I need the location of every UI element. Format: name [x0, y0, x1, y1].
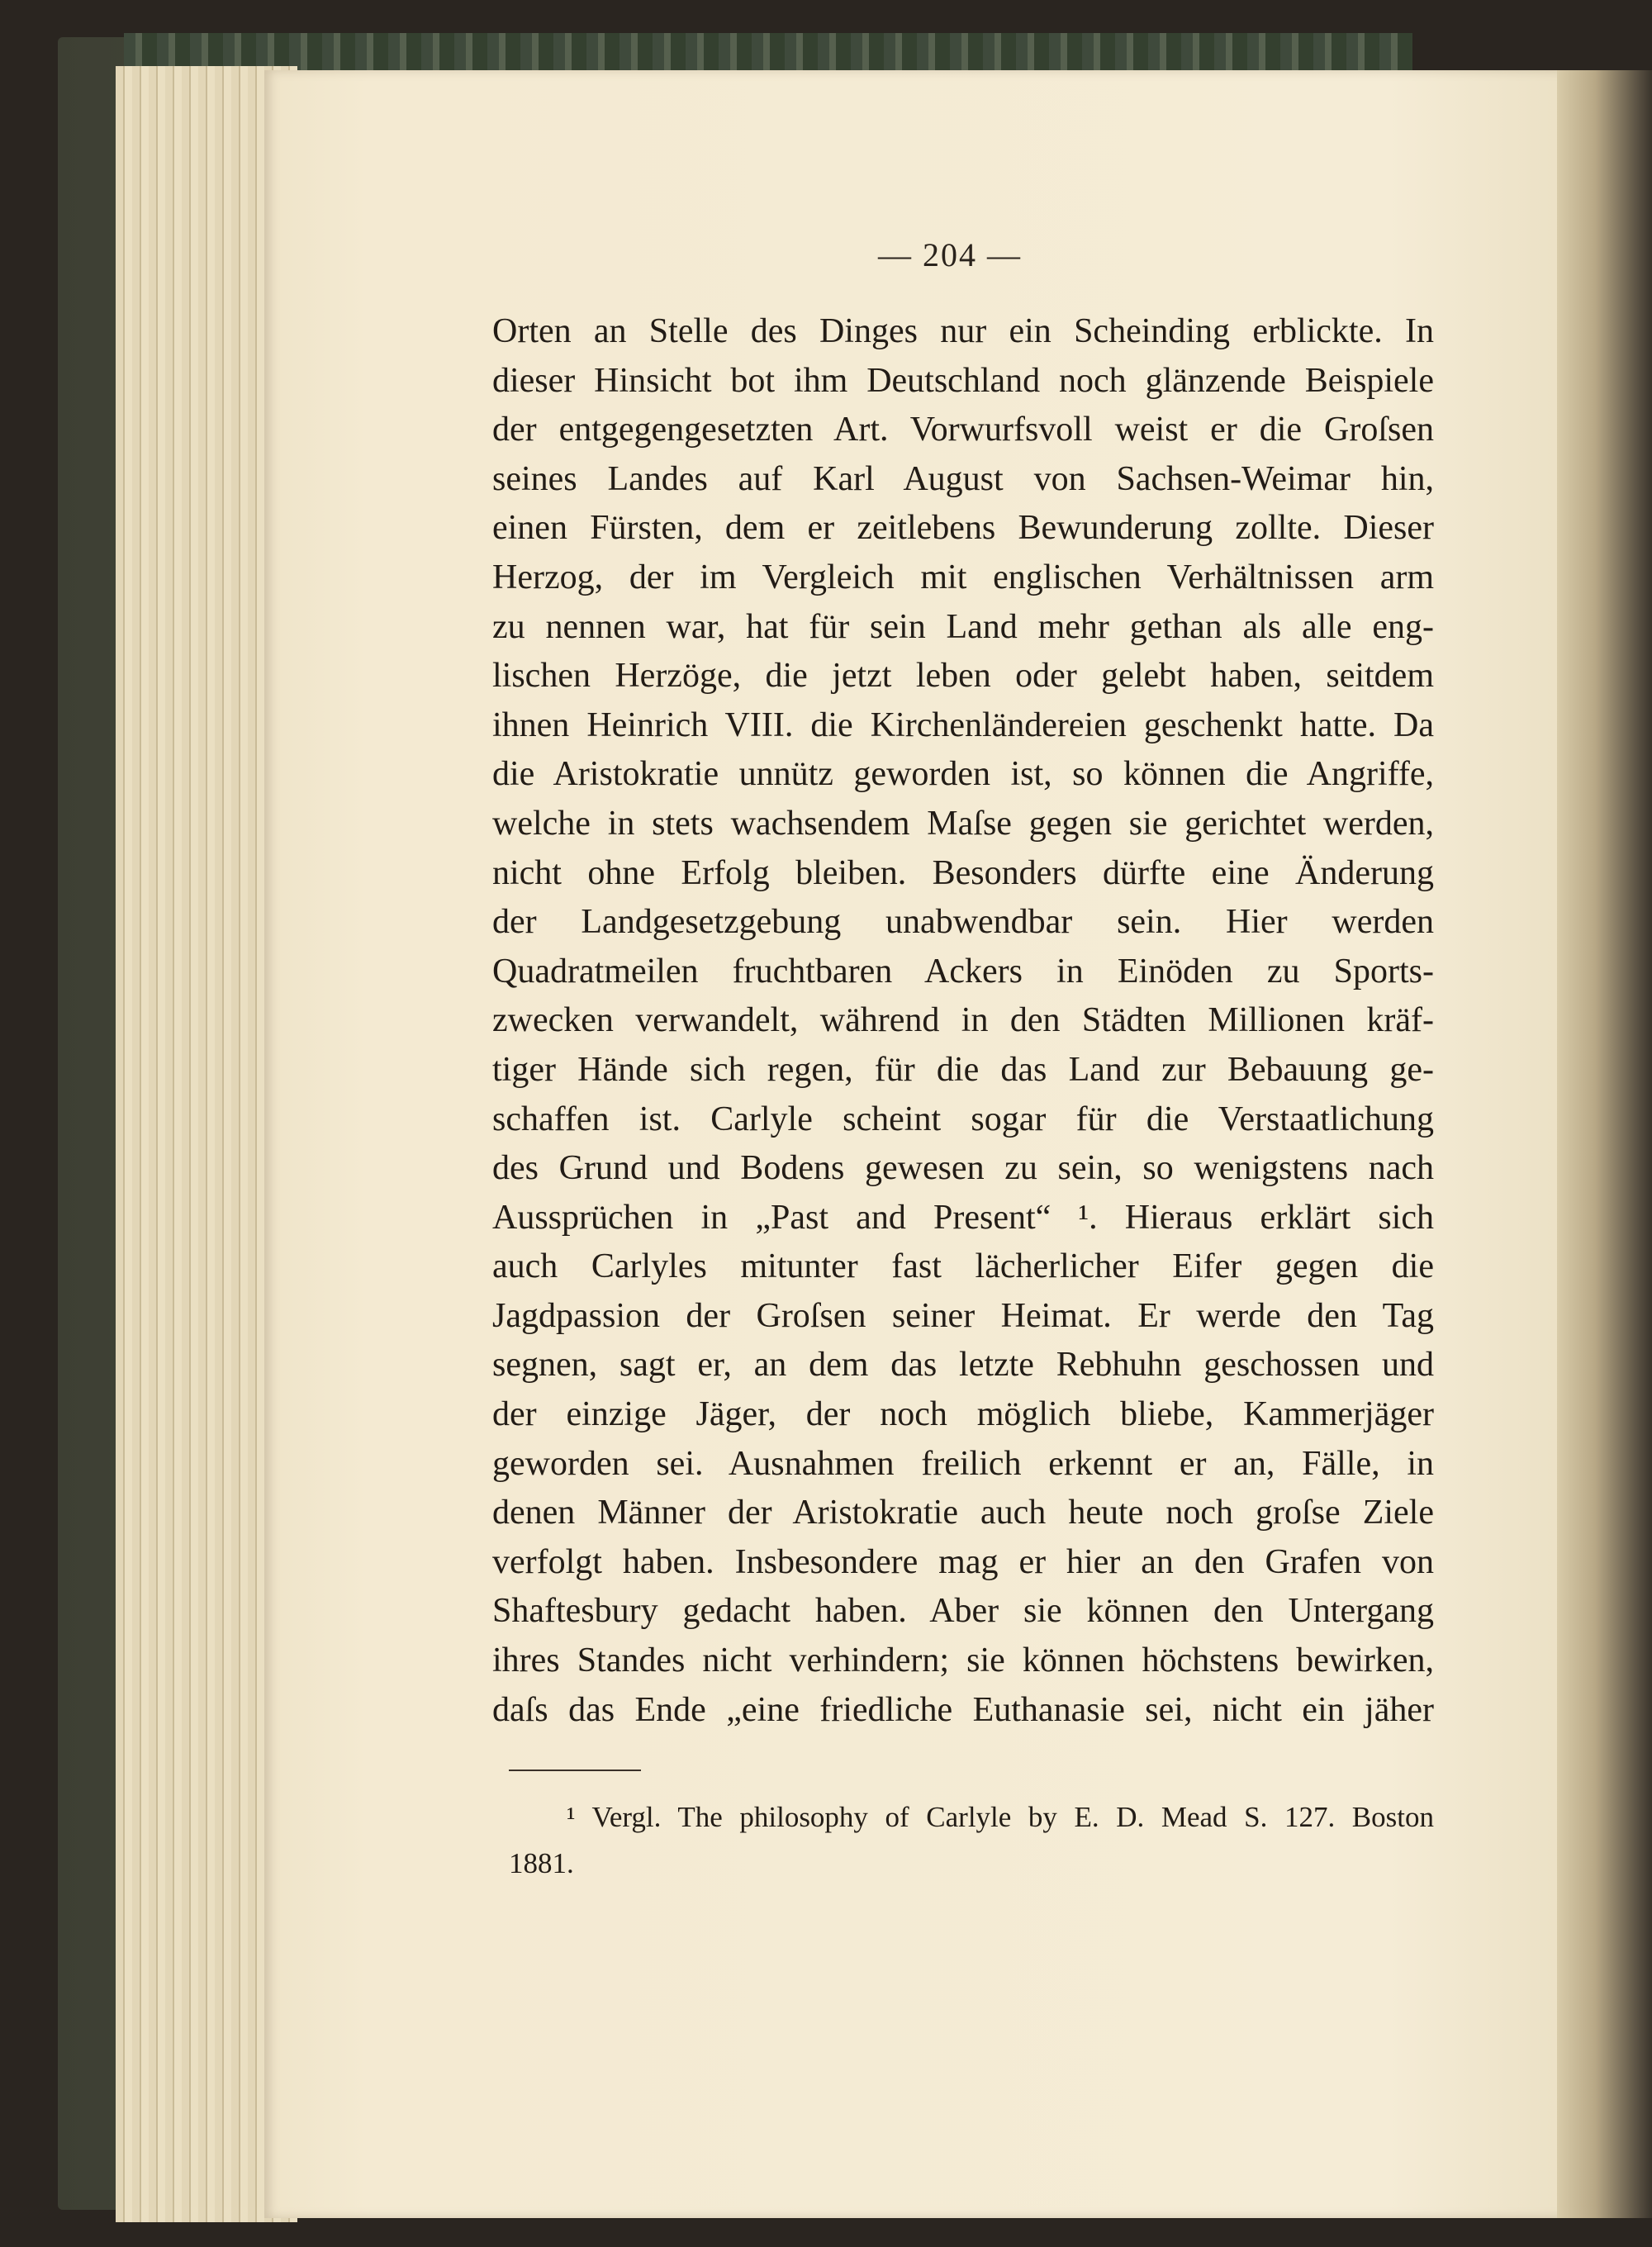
- text-line: die Aristokratie unnütz geworden ist, so können die Angriffe,: [492, 755, 1434, 794]
- text-line: dieser Hinsicht bot ihm Deutschland noch glänzende Beispiele: [492, 361, 1434, 400]
- text-line: daſs das Ende „eine friedliche Euthanasie sei, nicht ein jäher: [492, 1690, 1434, 1729]
- text-line: Aussprüchen in „Past and Present“ ¹. Hieraus erklärt sich: [492, 1198, 1434, 1237]
- text-line: Herzog, der im Vergleich mit englischen Verhältnissen arm: [492, 558, 1434, 596]
- text-line: zu nennen war, hat für sein Land mehr gethan als alle eng-: [492, 607, 1434, 646]
- text-line: segnen, sagt er, an dem das letzte Rebhuhn geschossen und: [492, 1346, 1434, 1385]
- footnote-divider: [509, 1770, 641, 1771]
- text-line: lischen Herzöge, die jetzt leben oder gelebt haben, seitdem: [492, 657, 1434, 696]
- footnote: [509, 1794, 1434, 1887]
- text-line: der entgegengesetzten Art. Vorwurfsvoll weist er die Groſsen: [492, 411, 1434, 449]
- text-line: tiger Hände sich regen, für die das Land zur Bebauung ge-: [492, 1050, 1434, 1089]
- text-line: Jagdpassion der Groſsen seiner Heimat. Er werde den Tag: [492, 1296, 1434, 1335]
- text-line: Shaftesbury gedacht haben. Aber sie können den Untergang: [492, 1592, 1434, 1631]
- text-line: ihnen Heinrich VIII. die Kirchenländereien geschenkt hatte. Da: [492, 705, 1434, 744]
- text-line: der Landgesetzgebung unabwendbar sein. Hier werden: [492, 903, 1434, 942]
- text-line: welche in stets wachsendem Maſse gegen sie gerichtet werden,: [492, 804, 1434, 843]
- text-line: Quadratmeilen fruchtbaren Ackers in Einöden zu Sports-: [492, 952, 1434, 990]
- text-line: nicht ohne Erfolg bleiben. Besonders dürfte eine Änderung: [492, 853, 1434, 892]
- text-line: einen Fürsten, dem er zeitlebens Bewunderung zollte. Dieser: [492, 509, 1434, 548]
- text-line: seines Landes auf Karl August von Sachsen-Weimar hin,: [492, 459, 1434, 498]
- text-line: der einzige Jäger, der noch möglich bliebe, Kammerjäger: [492, 1395, 1434, 1434]
- page-number: — 204 —: [878, 236, 1022, 273]
- text-line: des Grund und Bodens gewesen zu sein, so wenigstens nach: [492, 1149, 1434, 1188]
- body-text: [492, 307, 1434, 1735]
- text-line: Orten an Stelle des Dinges nur ein Scheinding erblickte. In: [492, 312, 1434, 350]
- text-line: geworden sei. Ausnahmen freilich erkennt er an, Fälle, in: [492, 1444, 1434, 1483]
- text-line: schaffen ist. Carlyle scheint sogar für die Verstaatlichung: [492, 1100, 1434, 1138]
- text-line: denen Männer der Aristokratie auch heute noch groſse Ziele: [492, 1494, 1434, 1532]
- footnote-line: ¹ Vergl. The philosophy of Carlyle by E. D. Mead S. 127. Boston: [567, 1801, 1434, 1833]
- text-line: zwecken verwandelt, während in den Städten Millionen kräf-: [492, 1001, 1434, 1040]
- text-line: verfolgt haben. Insbesondere mag er hier an den Grafen von: [492, 1542, 1434, 1581]
- page-gutter: [1557, 70, 1652, 2218]
- text-line: auch Carlyles mitunter fast lächerlicher Eifer gegen die: [492, 1247, 1434, 1286]
- footnote-line: 1881.: [509, 1847, 574, 1879]
- text-line: ihres Standes nicht verhindern; sie können höchstens bewirken,: [492, 1641, 1434, 1680]
